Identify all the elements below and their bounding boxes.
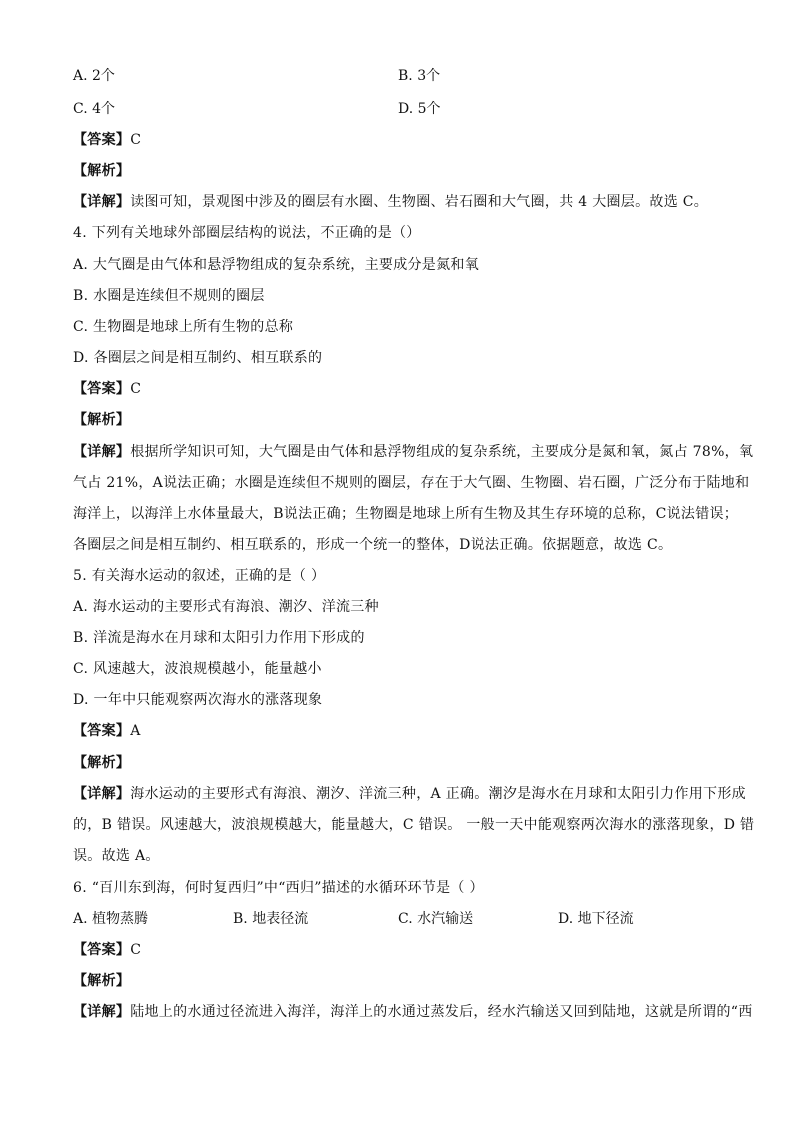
q3-option-d: D. 5个: [398, 101, 441, 117]
q4-stem: 4. 下列有关地球外部圈层结构的说法，不正确的是（）: [73, 225, 421, 241]
answer-tag: 【答案】: [73, 132, 131, 148]
q4-detail-line-3: 海洋上，以海洋上水体量最大，B说法正确；生物圈是地球上所有生物及其生存环境的总称，C说法错误；: [73, 506, 739, 522]
q3-option-b: B. 3个: [398, 68, 441, 84]
detail-text: 根据所学知识可知，大气圈是由气体和悬浮物组成的复杂系统，主要成分是氮和氧，氮占 78%，氧: [130, 444, 754, 460]
q3-option-a: A. 2个: [73, 68, 115, 84]
q6-option-a: A. 植物蒸腾: [73, 911, 149, 927]
q3-analysis-label: 【解析】: [73, 163, 131, 179]
q3-option-c: C. 4个: [73, 101, 116, 117]
q4-option-c: C. 生物圈是地球上所有生物的总称: [73, 319, 294, 335]
q6-detail-line-1: [73, 1003, 753, 1021]
detail-tag: 【详解】: [73, 194, 131, 210]
answer-value: A: [130, 723, 141, 739]
q5-option-a: A. 海水运动的主要形式有海浪、潮汐、洋流三种: [73, 599, 379, 615]
q6-option-b: B. 地表径流: [233, 911, 309, 927]
q4-analysis-label: 【解析】: [73, 412, 131, 428]
answer-value: C: [130, 132, 142, 148]
answer-tag: 【答案】: [73, 942, 131, 958]
q5-analysis-label: 【解析】: [73, 755, 131, 771]
q5-detail-line-1: [73, 785, 746, 803]
detail-tag: 【详解】: [73, 786, 131, 802]
q3-answer: [73, 131, 141, 149]
q4-detail-line-4: 各圈层之间是相互制约、相互联系的，形成一个统一的整体，D说法正确。依据题意，故选 C。: [73, 537, 673, 553]
q4-detail-line-2: 气占 21%，A说法正确；水圈是连续但不规则的圈层，存在于大气圈、生物圈、岩石圈，广泛分布于陆地和: [73, 475, 750, 491]
q5-option-c: C. 风速越大，波浪规模越小，能量越小: [73, 661, 322, 677]
q5-option-b: B. 洋流是海水在月球和太阳引力作用下形成的: [73, 630, 365, 646]
detail-text: 读图可知，景观图中涉及的圈层有水圈、生物圈、岩石圈和大气圈，共 4 大圈层。故选 C。: [130, 194, 709, 210]
q4-detail-line-1: [73, 443, 753, 461]
q5-answer: [73, 722, 141, 740]
answer-value: C: [130, 381, 142, 397]
q4-option-a: A. 大气圈是由气体和悬浮物组成的复杂系统，主要成分是氮和氧: [73, 257, 480, 273]
q6-answer: [73, 941, 141, 959]
q5-stem: 5. 有关海水运动的叙述，正确的是（ ）: [73, 568, 326, 584]
detail-text: 陆地上的水通过径流进入海洋，海洋上的水通过蒸发后，经水汽输送又回到陆地，这就是所谓的“西: [130, 1004, 753, 1020]
q5-option-d: D. 一年中只能观察两次海水的涨落现象: [73, 692, 323, 708]
q6-stem: 6. “百川东到海，何时复西归”中“西归”描述的水循环环节是（ ）: [73, 880, 484, 896]
q4-option-b: B. 水圈是连续但不规则的圈层: [73, 288, 265, 304]
q4-answer: [73, 380, 141, 398]
q5-detail-line-2: 的，B 错误。风速越大，波浪规模越大，能量越大，C 错误。 一般一天中能观察两次海水的涨落现象，D 错: [73, 817, 755, 833]
q5-detail-line-3: 误。故选 A。: [73, 848, 160, 864]
q6-option-d: D. 地下径流: [558, 911, 634, 927]
detail-tag: 【详解】: [73, 1004, 131, 1020]
q3-detail: [73, 193, 708, 211]
answer-value: C: [130, 942, 142, 958]
answer-tag: 【答案】: [73, 723, 131, 739]
detail-tag: 【详解】: [73, 444, 131, 460]
q6-option-c: C. 水汽输送: [398, 911, 474, 927]
q4-option-d: D. 各圈层之间是相互制约、相互联系的: [73, 350, 323, 366]
detail-text: 海水运动的主要形式有海浪、潮汐、洋流三种，A 正确。潮汐是海水在月球和太阳引力作用下形成: [130, 786, 746, 802]
answer-tag: 【答案】: [73, 381, 131, 397]
q6-analysis-label: 【解析】: [73, 973, 131, 989]
